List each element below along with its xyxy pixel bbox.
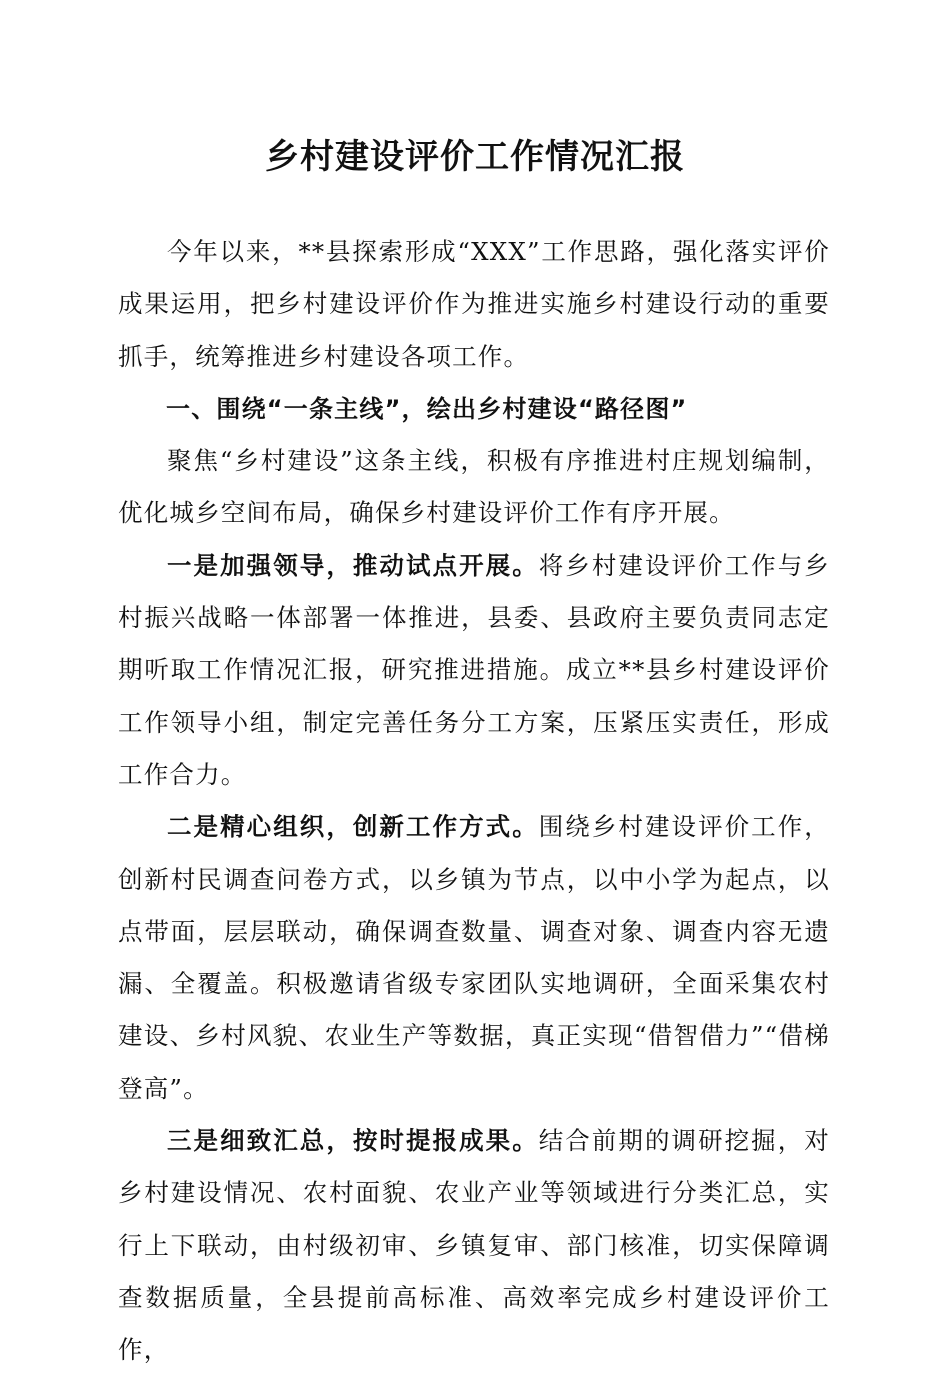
item-text-1: 将乡村建设评价工作与乡村振兴战略一体部署一体推进，县委、县政府主要负责同志定期听取工作情况汇报，研究推进措施。成立**县乡村建设评价工作领导小组，制定完善任务分工方案，压紧压实责任，形成工作合力。 bbox=[118, 550, 830, 789]
section-summary-paragraph: 聚焦“乡村建设”这条主线，积极有序推进村庄规划编制，优化城乡空间布局，确保乡村建设评价工作有序开展。 bbox=[118, 446, 830, 528]
item-lead-2: 二是精心组织，创新工作方式。 bbox=[167, 812, 539, 842]
item-lead-3: 三是细致汇总，按时提报成果。 bbox=[167, 1126, 539, 1156]
item-text-2: 围绕乡村建设评价工作，创新村民调查问卷方式，以乡镇为节点，以中小学为起点，以点带面，层层联动，确保调查数量、调查对象、调查内容无遗漏、全覆盖。积极邀请省级专家团队实地调研，全面采集农村建设、乡村风貌、农业生产等数据，真正实现“借智借力”“借梯登高”。 bbox=[118, 812, 830, 1103]
item-paragraph-3 bbox=[118, 1115, 830, 1376]
section-heading: 一、围绕“一条主线”，绘出乡村建设“路径图” bbox=[166, 394, 688, 423]
item-paragraph-2 bbox=[118, 801, 830, 1115]
item-lead-1: 一是加强领导，推动试点开展。 bbox=[167, 550, 539, 580]
document-body bbox=[118, 226, 830, 1377]
item-text-3: 结合前期的调研挖掘，对乡村建设情况、农村面貌、农业产业等领域进行分类汇总，实行上下联动，由村级初审、乡镇复审、部门核准，切实保障调查数据质量，全县提前高标准、高效率完成乡村建设评价工作， bbox=[118, 1126, 830, 1365]
document-title: 乡村建设评价工作情况汇报 bbox=[265, 137, 685, 177]
item-paragraph-1 bbox=[118, 540, 830, 801]
intro-paragraph: 今年以来，**县探索形成“XXX”工作思路，强化落实评价成果运用，把乡村建设评价作为推进实施乡村建设行动的重要抓手，统筹推进乡村建设各项工作。 bbox=[118, 237, 830, 371]
